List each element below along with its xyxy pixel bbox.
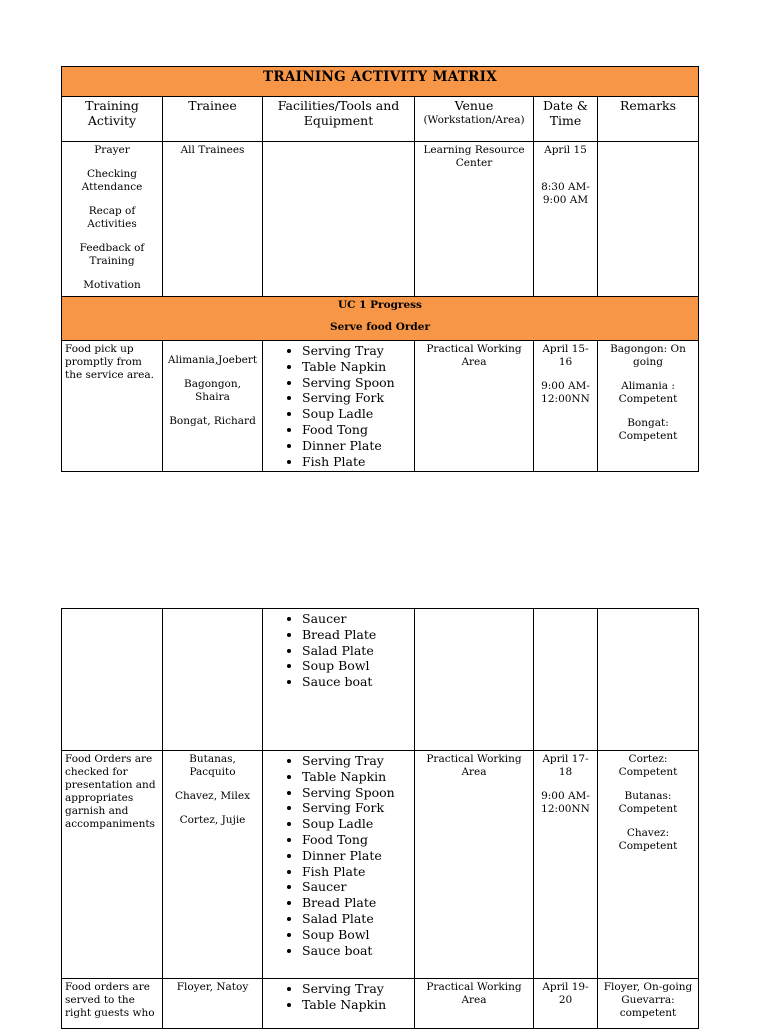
row2-remarks (598, 341, 699, 472)
equipment-item: • Fish Plate (302, 864, 411, 880)
header-facilities: Facilities/Tools and Equipment (263, 97, 415, 142)
equipment-item: • Serving Fork (302, 390, 411, 406)
row1-date: April 15 (544, 144, 587, 156)
row4-date: April 17-18 (542, 753, 589, 778)
equipment-item: • Serving Spoon (302, 375, 411, 391)
activity-item: Feedback of Training (79, 242, 145, 267)
trainee-name: Chavez, Milex (174, 790, 250, 802)
row2-time: 9:00 AM-12:00NN (541, 380, 590, 405)
header-venue-label: Venue (454, 98, 494, 113)
header-remarks: Remarks (598, 97, 699, 142)
activity-item: Checking Attendance (81, 168, 143, 193)
row1-date-time (534, 142, 598, 297)
remark-item: Butanas: Competent (618, 790, 678, 815)
trainee-name: Bagongon, Shaira (184, 378, 241, 403)
row4-time: 9:00 AM-12:00NN (541, 790, 590, 815)
row4-facilities (263, 751, 415, 979)
equipment-item: • Serving Tray (302, 981, 411, 997)
remark-item: Bongat: Competent (618, 417, 678, 442)
trainee-name: Bongat, Richard (169, 415, 256, 427)
equipment-item: • Dinner Plate (302, 438, 411, 454)
row5-activity: Food orders are served to the right guests who (62, 979, 163, 1029)
equipment-item: • Sauce boat (302, 943, 411, 959)
row4-date-time (534, 751, 598, 979)
trainee-name: Alimania,Joebert (167, 354, 258, 366)
equipment-item: • Bread Plate (302, 895, 411, 911)
uc-progress-label: UC 1 Progress (338, 299, 422, 311)
row5-date: April 19-20 (534, 979, 598, 1029)
header-date-time: Date & Time (534, 97, 598, 142)
row2-venue: Practical Working Area (415, 341, 534, 472)
row5-venue: Practical Working Area (415, 979, 534, 1029)
row2-trainees (163, 341, 263, 472)
equipment-item: • Sauce boat (302, 674, 411, 690)
equipment-item: • Serving Tray (302, 343, 411, 359)
remark-item: Floyer, On-going (603, 981, 693, 993)
row1-remarks (598, 142, 699, 297)
trainee-name: Butanas, Pacquito (189, 753, 236, 778)
row5-trainee: Floyer, Natoy (163, 979, 263, 1029)
row4-trainees (163, 751, 263, 979)
header-venue (415, 97, 534, 142)
row2-date: April 15-16 (542, 343, 589, 368)
row1-time: 8:30 AM-9:00 AM (541, 181, 590, 206)
activity-item: Prayer (94, 144, 130, 156)
equipment-item: • Serving Spoon (302, 785, 411, 801)
uc-serve-food-label: Serve food Order (330, 321, 430, 333)
equipment-item: • Food Tong (302, 832, 411, 848)
row1-facilities (263, 142, 415, 297)
equipment-item: • Serving Fork (302, 800, 411, 816)
row3-remarks (598, 609, 699, 751)
equipment-item: • Table Napkin (302, 769, 411, 785)
equipment-item: • Soup Ladle (302, 406, 411, 422)
equipment-item: • Soup Ladle (302, 816, 411, 832)
row3-facilities (263, 609, 415, 751)
row4-remarks (598, 751, 699, 979)
equipment-item: • Food Tong (302, 422, 411, 438)
equipment-item: • Soup Bowl (302, 927, 411, 943)
row4-activity: Food Orders are checked for presentation and appropriates garnish and accompaniments (62, 751, 163, 979)
header-training-activity: Training Activity (62, 97, 163, 142)
equipment-item: • Serving Tray (302, 753, 411, 769)
equipment-item: • Table Napkin (302, 997, 411, 1013)
row3-venue (415, 609, 534, 751)
row5-remarks (598, 979, 699, 1029)
remark-item: Alimania : Competent (618, 380, 678, 405)
equipment-item: • Salad Plate (302, 643, 411, 659)
header-trainee: Trainee (163, 97, 263, 142)
row3-trainee (163, 609, 263, 751)
activity-matrix-table-2 (61, 608, 699, 1029)
matrix-title: TRAINING ACTIVITY MATRIX (62, 67, 699, 97)
remark-item: Cortez: Competent (618, 753, 678, 778)
row1-trainee: All Trainees (163, 142, 263, 297)
remark-item: Chavez: Competent (618, 827, 678, 852)
equipment-item: • Dinner Plate (302, 848, 411, 864)
equipment-list (266, 753, 411, 958)
activity-matrix-table-1 (61, 66, 699, 472)
activity-item: Recap of Activities (87, 205, 137, 230)
row2-activity: Food pick up promptly from the service area. (62, 341, 163, 472)
header-venue-sub: (Workstation/Area) (423, 114, 525, 126)
uc-progress-banner (62, 297, 699, 341)
activity-item: Motivation (83, 279, 141, 291)
equipment-list (266, 981, 411, 1013)
trainee-name: Cortez, Jujie (179, 814, 246, 826)
equipment-item: • Saucer (302, 611, 411, 627)
equipment-list (266, 343, 411, 469)
equipment-item: • Saucer (302, 879, 411, 895)
equipment-list (266, 611, 411, 690)
equipment-item: • Soup Bowl (302, 658, 411, 674)
equipment-item: • Fish Plate (302, 454, 411, 470)
equipment-item: • Table Napkin (302, 359, 411, 375)
row1-venue: Learning Resource Center (415, 142, 534, 297)
row2-date-time (534, 341, 598, 472)
equipment-item: • Salad Plate (302, 911, 411, 927)
remark-item: Guevarra: competent (619, 994, 677, 1019)
row5-facilities (263, 979, 415, 1029)
row1-activities (62, 142, 163, 297)
row3-date (534, 609, 598, 751)
row3-activity (62, 609, 163, 751)
equipment-item: • Bread Plate (302, 627, 411, 643)
row2-facilities (263, 341, 415, 472)
row4-venue: Practical Working Area (415, 751, 534, 979)
remark-item: Bagongon: On going (610, 343, 686, 368)
